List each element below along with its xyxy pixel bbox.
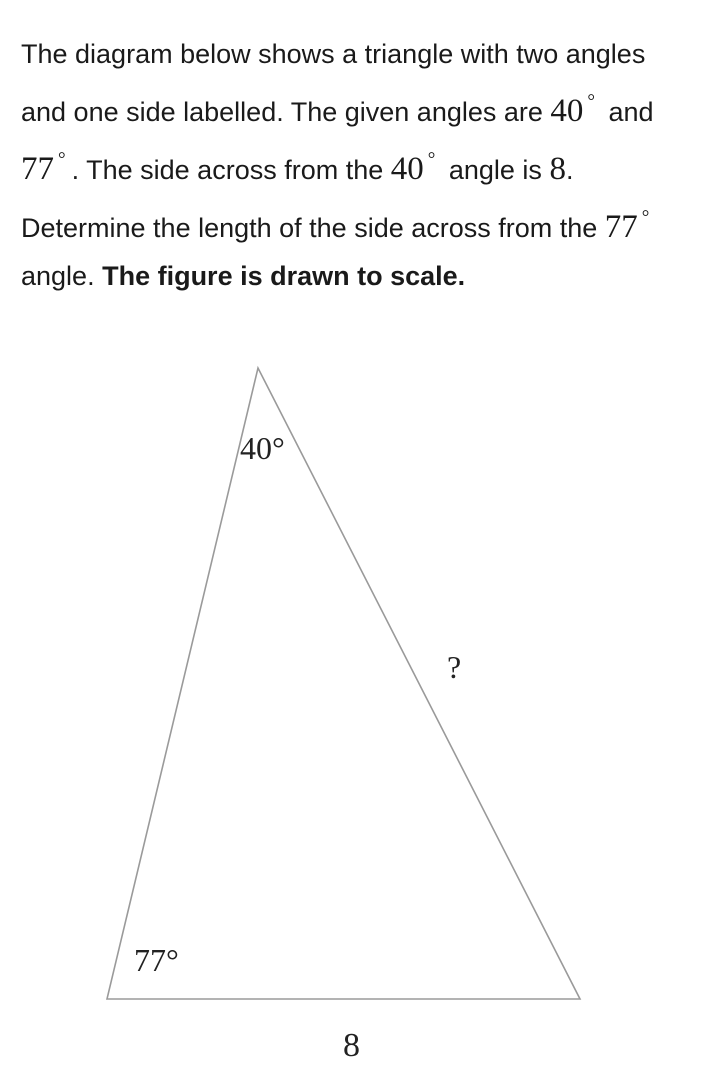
unknown-side-label: ? [447, 649, 462, 685]
angle-77-value: 77 [21, 151, 54, 187]
degree-symbol: ° [427, 149, 436, 170]
top-angle-label: 40° [240, 430, 285, 466]
angle-77-value-repeat: 77 [604, 209, 638, 245]
triangle-shape [107, 368, 580, 999]
problem-text-3: . The side across from the [71, 155, 391, 185]
degree-symbol: ° [587, 91, 595, 112]
scale-note: The figure is drawn to scale. [102, 261, 466, 291]
problem-text-6: angle. [21, 261, 103, 291]
bottom-angle-label: 77° [134, 942, 179, 978]
side-length-value: 8 [549, 151, 566, 187]
problem-text-5: . Determine the length of the side across from the [21, 155, 605, 243]
angle-40-value-repeat: 40 [390, 151, 424, 187]
degree-symbol: ° [641, 207, 650, 228]
problem-text-1: The diagram below shows a triangle with two angles and one side labelled. The given angles are [21, 39, 646, 127]
angle-40-value: 40 [550, 93, 584, 129]
base-side-label: 8 [343, 1027, 360, 1064]
problem-text-2: and [601, 97, 654, 127]
degree-symbol: ° [58, 149, 66, 170]
problem-text-4: angle is [441, 155, 550, 185]
